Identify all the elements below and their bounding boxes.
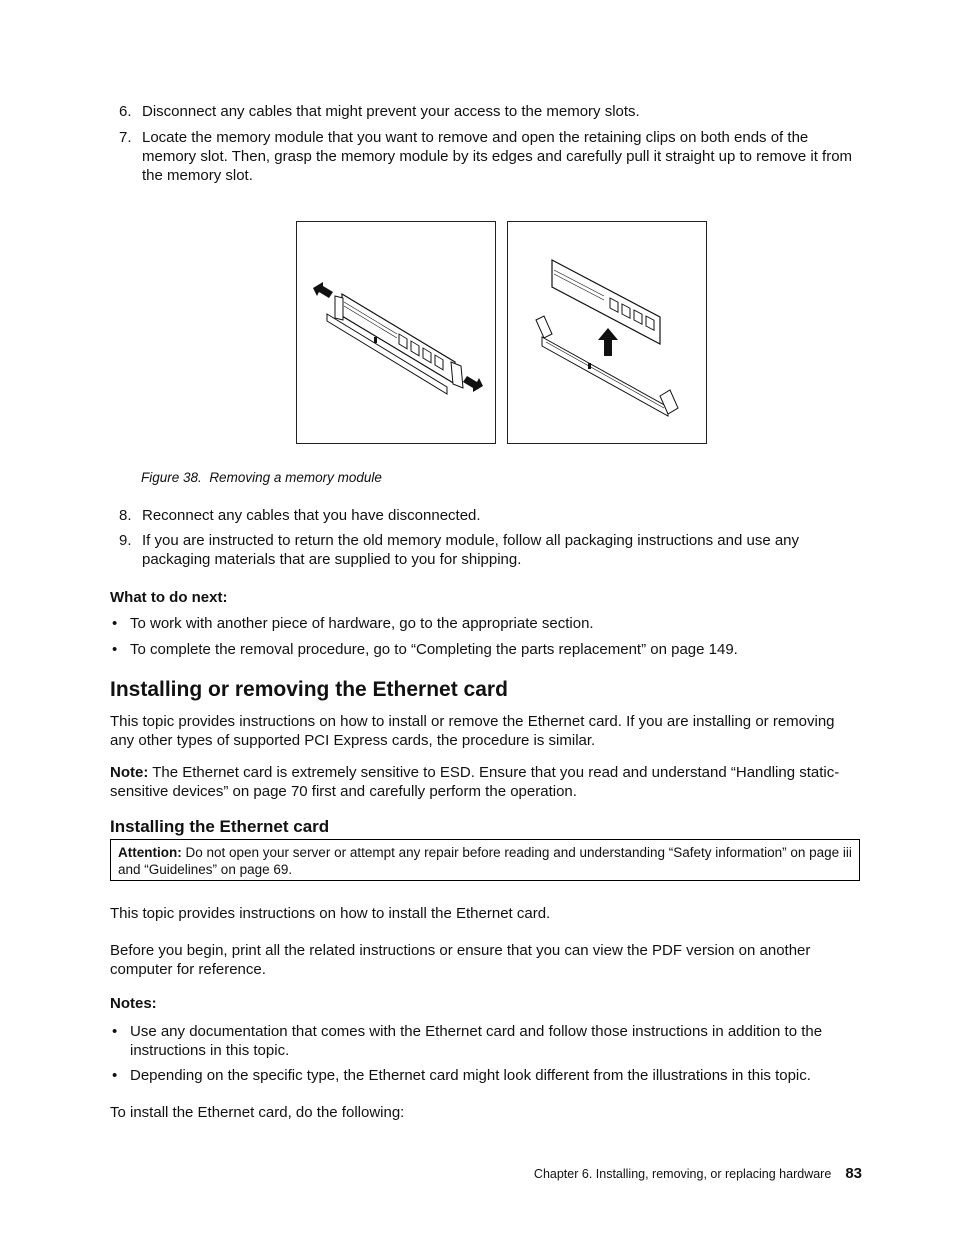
notes-heading: Notes: [110, 995, 157, 1012]
note-bullet [110, 1066, 862, 1085]
bullet-dot: • [112, 641, 118, 658]
step-text: Reconnect any cables that you have disconnected. [142, 507, 481, 524]
step-6 [119, 102, 864, 121]
footer-chapter: Chapter 6. Installing, removing, or replacing hardware [533, 1167, 832, 1181]
memory-clips-illustration [297, 222, 497, 445]
section-intro: This topic provides instructions on how to install or remove the Ethernet card. If you are installing or removing any other types of supported PCI Express cards, the procedure is similar. [110, 713, 835, 749]
page-number: 83 [845, 1165, 862, 1182]
bullet-text: To complete the removal procedure, go to “Completing the parts replacement” on page 149. [130, 641, 738, 658]
bullet-dot: • [112, 1067, 118, 1084]
subsection-para2: Before you begin, print all the related instructions or ensure that you can view the PDF version on another computer for reference. [110, 942, 811, 978]
note-bullet [110, 1022, 862, 1060]
subsection-title: Installing the Ethernet card [110, 817, 330, 836]
figure-remove-module [507, 221, 707, 444]
note-text: The Ethernet card is extremely sensitive to ESD. Ensure that you read and understand “Handling static-sensitive devices” on page 70 first and carefully perform the operation. [110, 764, 840, 800]
step-text: Disconnect any cables that might prevent your access to the memory slots. [142, 103, 640, 120]
step-9 [119, 531, 864, 569]
bullet-text: To work with another piece of hardware, go to the appropriate section. [130, 615, 594, 632]
closing-line: To install the Ethernet card, do the following: [110, 1104, 405, 1121]
step-number: 8. [119, 507, 132, 524]
attention-label: Attention: [118, 845, 182, 860]
step-number: 9. [119, 532, 132, 549]
memory-remove-illustration [508, 222, 708, 445]
figure-open-clips [296, 221, 496, 444]
figure-label: Figure 38. [141, 470, 202, 485]
page-footer [534, 1165, 862, 1182]
subsection-para1: This topic provides instructions on how to install the Ethernet card. [110, 905, 551, 922]
note-label: Note: [110, 764, 149, 781]
bullet-text: Use any documentation that comes with the Ethernet card and follow those instructions in addition to the instructions in this topic. [130, 1023, 823, 1059]
next-bullet [110, 640, 862, 659]
bullet-dot: • [112, 615, 118, 632]
figure-caption [141, 470, 382, 485]
figure-caption-text: Removing a memory module [209, 470, 382, 485]
step-number: 6. [119, 103, 132, 120]
step-7 [119, 128, 864, 185]
section-title: Installing or removing the Ethernet card [110, 678, 508, 701]
step-text: Locate the memory module that you want to remove and open the retaining clips on both ends of the memory slot. Then, grasp the memory module by its edges and carefully pull it straight up to remove it from the memory slot. [142, 129, 853, 184]
next-heading: What to do next: [110, 589, 228, 606]
next-bullet [110, 614, 862, 633]
bullet-text: Depending on the specific type, the Ethernet card might look different from the illustrations in this topic. [130, 1067, 811, 1084]
section-note [110, 763, 855, 801]
attention-box [110, 839, 860, 881]
attention-text: Do not open your server or attempt any repair before reading and understanding “Safety information” on page iii and “Guidelines” on page 69. [118, 845, 852, 877]
bullet-dot: • [112, 1023, 118, 1040]
step-number: 7. [119, 129, 132, 146]
step-text: If you are instructed to return the old memory module, follow all packaging instructions and use any packaging materials that are supplied to you for shipping. [142, 532, 800, 568]
step-8 [119, 506, 864, 525]
